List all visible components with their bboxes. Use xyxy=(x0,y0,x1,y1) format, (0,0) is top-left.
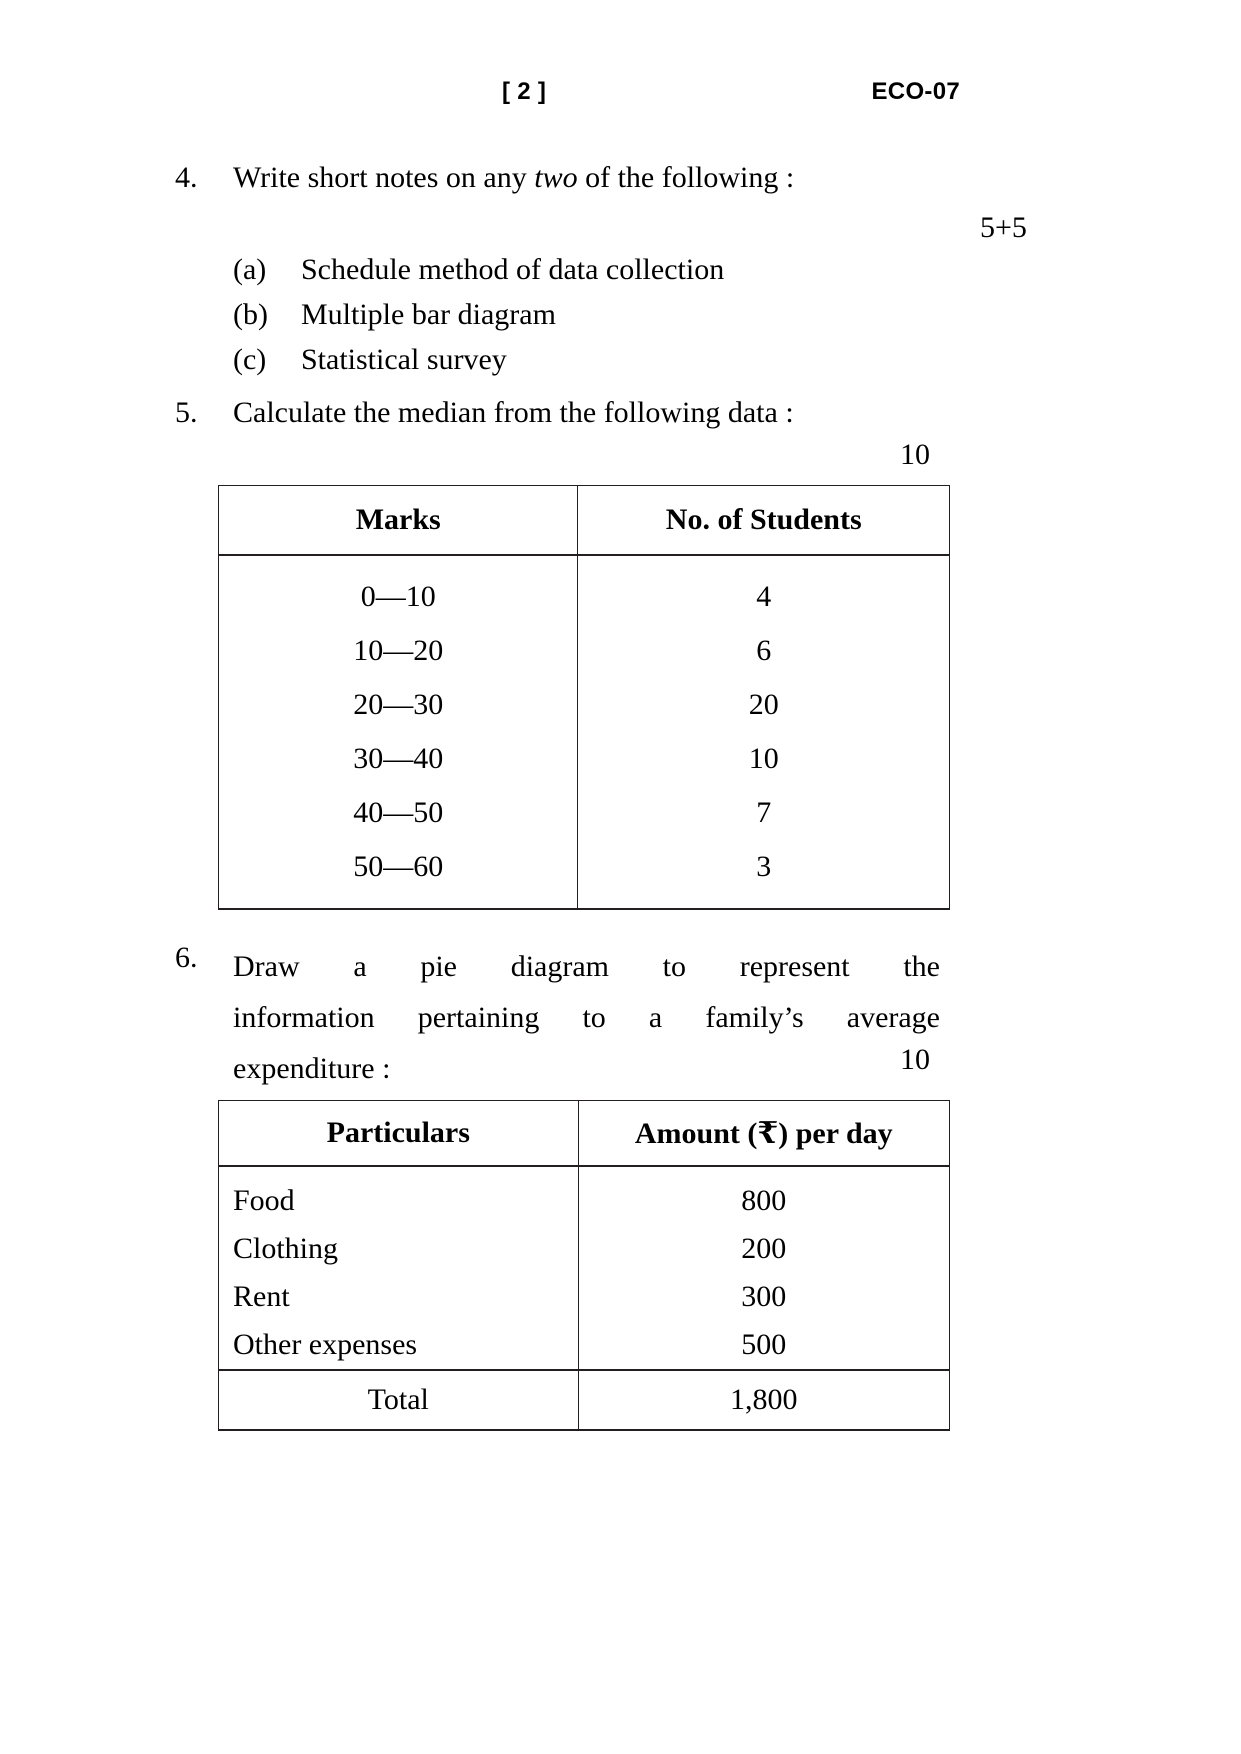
question-4-text-part2: of the following : xyxy=(577,161,795,194)
page-header xyxy=(170,78,960,112)
page-number: [ 2 ] xyxy=(502,78,547,105)
table-row xyxy=(219,624,950,678)
students-cell: 10 xyxy=(578,732,950,786)
expenditure-table-total-row xyxy=(219,1370,950,1430)
question-6-number: 6. xyxy=(175,941,198,974)
expenditure-table-header-amount: Amount (₹) per day xyxy=(578,1101,949,1167)
question-4-text xyxy=(233,163,794,193)
expenditure-table-header-row xyxy=(219,1101,950,1167)
students-cell: 20 xyxy=(578,678,950,732)
students-cell: 4 xyxy=(578,555,950,624)
particular-cell: Food xyxy=(219,1166,579,1225)
marks-cell: 50—60 xyxy=(219,840,578,909)
amount-cell: 300 xyxy=(578,1273,949,1321)
question-4-marks: 5+5 xyxy=(980,211,1027,244)
marks-cell: 10—20 xyxy=(219,624,578,678)
marks-table xyxy=(218,485,950,910)
marks-table-header-marks: Marks xyxy=(219,486,578,556)
sub-item-c-text: Statistical survey xyxy=(301,343,507,376)
marks-cell: 20—30 xyxy=(219,678,578,732)
paper-code: ECO-07 xyxy=(871,78,960,105)
marks-cell: 40—50 xyxy=(219,786,578,840)
total-amount-cell: 1,800 xyxy=(578,1370,949,1430)
question-5-text: Calculate the median from the following data : xyxy=(233,396,794,429)
question-4-sub-item-a xyxy=(233,253,724,298)
sub-item-a-label: (a) xyxy=(233,253,267,286)
amount-cell: 200 xyxy=(578,1225,949,1273)
sub-item-b-text: Multiple bar diagram xyxy=(301,298,556,331)
table-row xyxy=(219,1166,950,1225)
table-row xyxy=(219,786,950,840)
marks-cell: 30—40 xyxy=(219,732,578,786)
question-6-text xyxy=(233,941,940,1094)
table-row xyxy=(219,840,950,909)
question-6-marks: 10 xyxy=(900,1043,930,1076)
question-4-italic-word: two xyxy=(534,161,578,194)
question-4-sub-item-c xyxy=(233,343,724,388)
marks-table-header-row xyxy=(219,486,950,556)
question-4-number: 4. xyxy=(175,161,198,194)
expenditure-table-header-particulars: Particulars xyxy=(219,1101,579,1167)
question-6-line-1: Draw a pie diagram to represent the xyxy=(233,950,940,983)
marks-table-header-students: No. of Students xyxy=(578,486,950,556)
question-6-line-3: expenditure : xyxy=(233,1052,391,1085)
expenditure-table xyxy=(218,1100,950,1431)
question-5-number: 5. xyxy=(175,396,198,429)
table-row xyxy=(219,1273,950,1321)
particular-cell: Rent xyxy=(219,1273,579,1321)
amount-cell: 500 xyxy=(578,1321,949,1370)
question-4-sub-list xyxy=(233,253,724,388)
students-cell: 6 xyxy=(578,624,950,678)
students-cell: 7 xyxy=(578,786,950,840)
question-6-line-2: information pertaining to a family’s average xyxy=(233,1001,940,1034)
table-row xyxy=(219,1321,950,1370)
table-row xyxy=(219,678,950,732)
students-cell: 3 xyxy=(578,840,950,909)
sub-item-c-label: (c) xyxy=(233,343,267,376)
total-label-cell: Total xyxy=(219,1370,579,1430)
sub-item-b-label: (b) xyxy=(233,298,268,331)
table-row xyxy=(219,555,950,624)
particular-cell: Other expenses xyxy=(219,1321,579,1370)
table-row xyxy=(219,1225,950,1273)
particular-cell: Clothing xyxy=(219,1225,579,1273)
sub-item-a-text: Schedule method of data collection xyxy=(301,253,725,286)
amount-cell: 800 xyxy=(578,1166,949,1225)
table-row xyxy=(219,732,950,786)
question-4-sub-item-b xyxy=(233,298,724,343)
marks-cell: 0—10 xyxy=(219,555,578,624)
question-4-text-part1: Write short notes on any xyxy=(233,161,535,194)
question-5-marks: 10 xyxy=(900,438,930,471)
